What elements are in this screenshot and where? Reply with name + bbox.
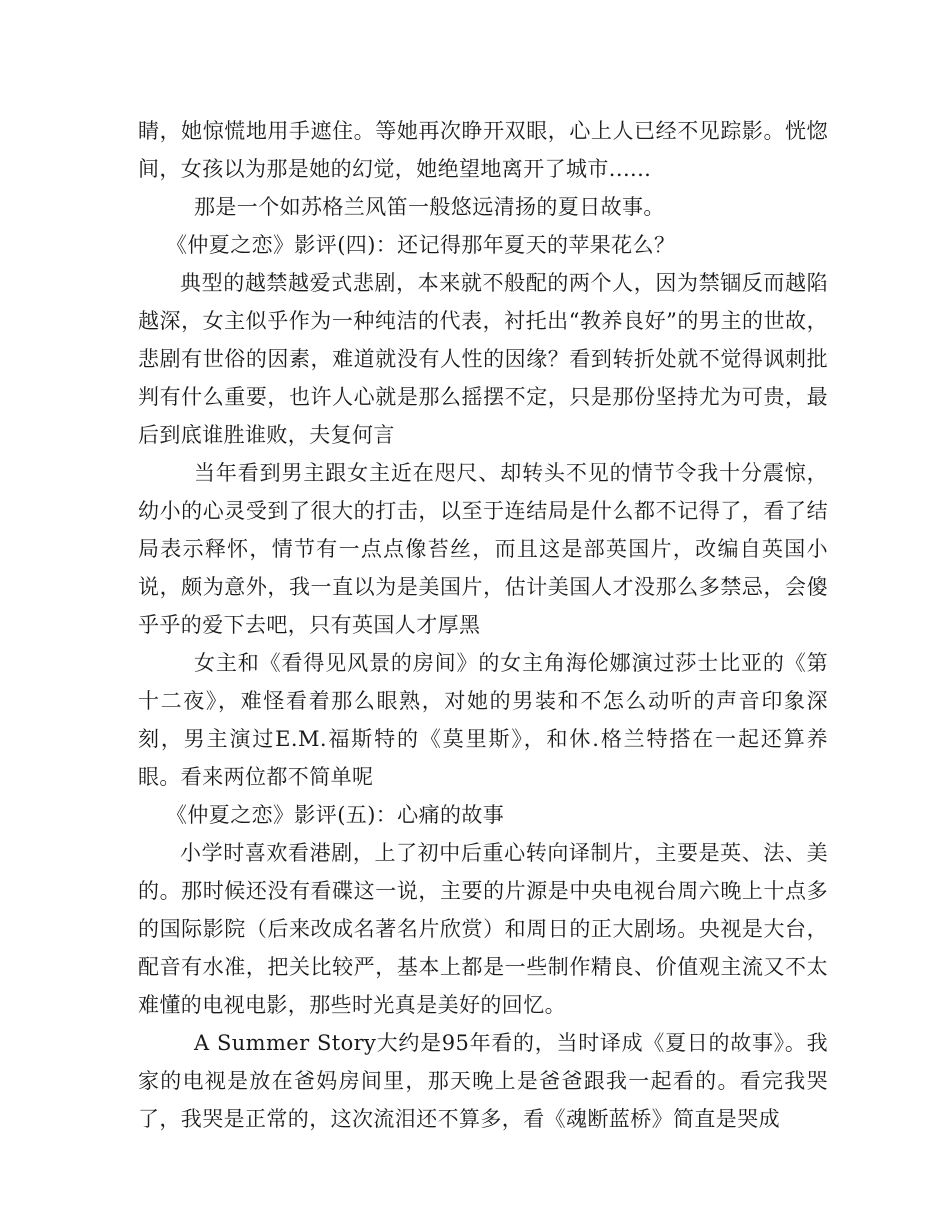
paragraph-summer-story: 那是一个如苏格兰风笛一般悠远清扬的夏日故事。 — [194, 195, 665, 219]
paragraph-actors: 女主和《看得见风景的房间》的女主角海伦娜演过莎士比亚的《第十二夜》，难怪看着那么眼熟，对她的男装和不怎么动听的声音印象深刻，男主演过E.M.福斯特的《莫里斯》，和休.格兰特搭在一起还算养眼。看来两位都不简单呢 — [138, 651, 828, 789]
paragraph-continuation: 睛，她惊慌地用手遮住。等她再次睁开双眼，心上人已经不见踪影。恍惚间，女孩以为那是她的幻觉，她绝望地离开了城市...... — [138, 119, 828, 181]
section-heading-review-4: 《仲夏之恋》影评(四)：还记得那年夏天的苹果花么？ — [166, 233, 676, 257]
paragraph-memory: 当年看到男主跟女主近在咫尺、却转头不见的情节令我十分震惊，幼小的心灵受到了很大的打击，以至于连结局是什么都不记得了，看了结局表示释怀，情节有一点点像苔丝，而且这是部英国片，改编自英国小说，颇为意外，我一直以为是美国片，估计美国人才没那么多禁忌，会傻乎乎的爱下去吧，只有英国人才厚黑 — [138, 461, 828, 637]
section-heading-review-5: 《仲夏之恋》影评(五)：心痛的故事 — [166, 803, 505, 827]
paragraph-a-summer-story: A Summer Story大约是95年看的，当时译成《夏日的故事》。我家的电视是放在爸妈房间里，那天晚上是爸爸跟我一起看的。看完我哭了，我哭是正常的，这次流泪还不算多，看《魂断蓝桥》简直是哭成 — [138, 1031, 828, 1131]
paragraph-childhood: 小学时喜欢看港剧，上了初中后重心转向译制片，主要是英、法、美的。那时候还没有看碟这一说，主要的片源是中央电视台周六晚上十点多的国际影院（后来改成名著名片欣赏）和周日的正大剧场。央视是大台，配音有水准，把关比较严，基本上都是一些制作精良、价值观主流又不太难懂的电视电影，那些时光真是美好的回忆。 — [138, 841, 828, 1017]
document-body — [138, 112, 828, 1138]
paragraph-tragedy: 典型的越禁越爱式悲剧，本来就不般配的两个人，因为禁锢反而越陷越深，女主似乎作为一种纯洁的代表，衬托出“教养良好”的男主的世故，悲剧有世俗的因素，难道就没有人性的因缘？看到转折处就不觉得讽刺批判有什么重要，也许人心就是那么摇摆不定，只是那份坚持尤为可贵，最后到底谁胜谁败，夫复何言 — [138, 271, 828, 447]
